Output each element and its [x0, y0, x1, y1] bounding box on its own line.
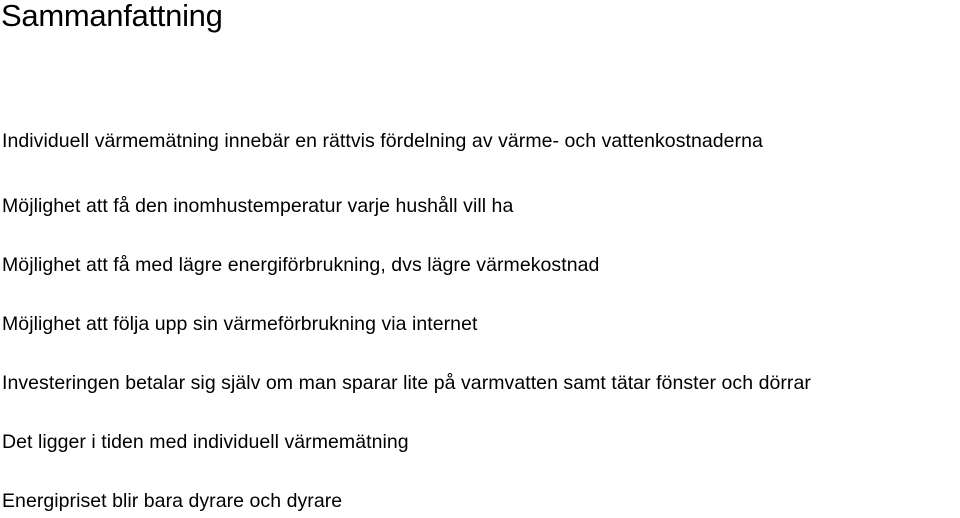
summary-item: Möjlighet att få den inomhustemperatur varje hushåll vill ha [2, 195, 514, 217]
summary-item: Energipriset blir bara dyrare och dyrare [2, 490, 343, 512]
summary-item: Möjlighet att få med lägre energiförbrukning, dvs lägre värmekostnad [2, 254, 600, 276]
summary-item: Det ligger i tiden med individuell värmemätning [2, 431, 409, 453]
summary-item: Investeringen betalar sig själv om man sparar lite på varmvatten samt tätar fönster och dörrar [2, 372, 811, 394]
summary-item: Möjlighet att följa upp sin värmeförbrukning via internet [2, 313, 478, 335]
slide-title: Sammanfattning [1, 0, 223, 33]
summary-item: Individuell värmemätning innebär en rättvis fördelning av värme- och vattenkostnaderna [2, 130, 763, 152]
